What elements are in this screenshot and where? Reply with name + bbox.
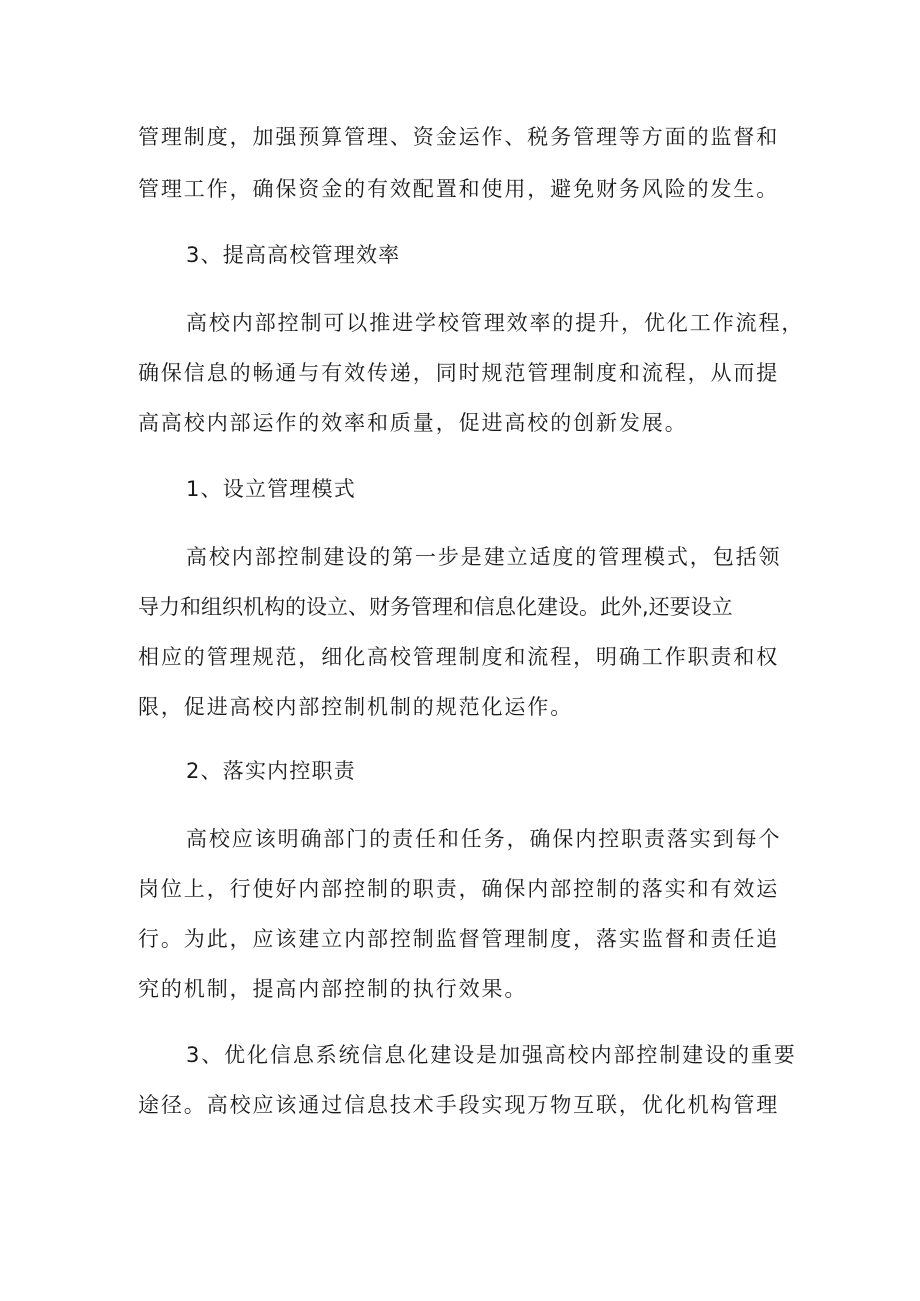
paragraph-line: 管理制度，加强预算管理、资金运作、税务管理等方面的监督和 xyxy=(138,125,780,149)
paragraph-line: 究的机制，提高内部控制的执行效果。 xyxy=(138,977,528,1001)
paragraph-line: 3、优化信息系统信息化建设是加强高校内部控制建设的重要 xyxy=(186,1043,797,1067)
paragraph-line: 行。为此，应该建立内部控制监督管理制度，落实监督和责任追 xyxy=(138,927,780,951)
paragraph-line: 岗位上，行使好内部控制的职责，确保内部控制的落实和有效运 xyxy=(138,877,780,901)
paragraph-line: 高高校内部运作的效率和质量，促进高校的创新发展。 xyxy=(138,411,688,435)
paragraph-line: 高校内部控制可以推进学校管理效率的提升，优化工作流程， xyxy=(186,311,805,335)
paragraph-line: 确保信息的畅通与有效传递，同时规范管理制度和流程，从而提 xyxy=(138,361,780,385)
paragraph-line: 高校内部控制建设的第一步是建立适度的管理模式，包括领 xyxy=(186,545,782,569)
paragraph-line: 途径。高校应该通过信息技术手段实现万物互联，优化机构管理 xyxy=(138,1093,780,1117)
paragraph-line: 导力和组织机构的设立、财务管理和信息化建设。此外,还要设立 xyxy=(138,595,733,619)
paragraph-line: 高校应该明确部门的责任和任务，确保内控职责落实到每个 xyxy=(186,827,782,851)
paragraph-line: 管理工作，确保资金的有效配置和使用，避免财务风险的发生。 xyxy=(138,177,780,201)
paragraph-line: 相应的管理规范，细化高校管理制度和流程，明确工作职责和权 xyxy=(138,645,780,669)
paragraph-line: 限，促进高校内部控制机制的规范化运作。 xyxy=(138,695,574,719)
section-heading: 3、提高高校管理效率 xyxy=(186,243,401,267)
section-heading: 2、落实内控职责 xyxy=(186,759,356,783)
section-heading: 1、设立管理模式 xyxy=(186,477,356,501)
